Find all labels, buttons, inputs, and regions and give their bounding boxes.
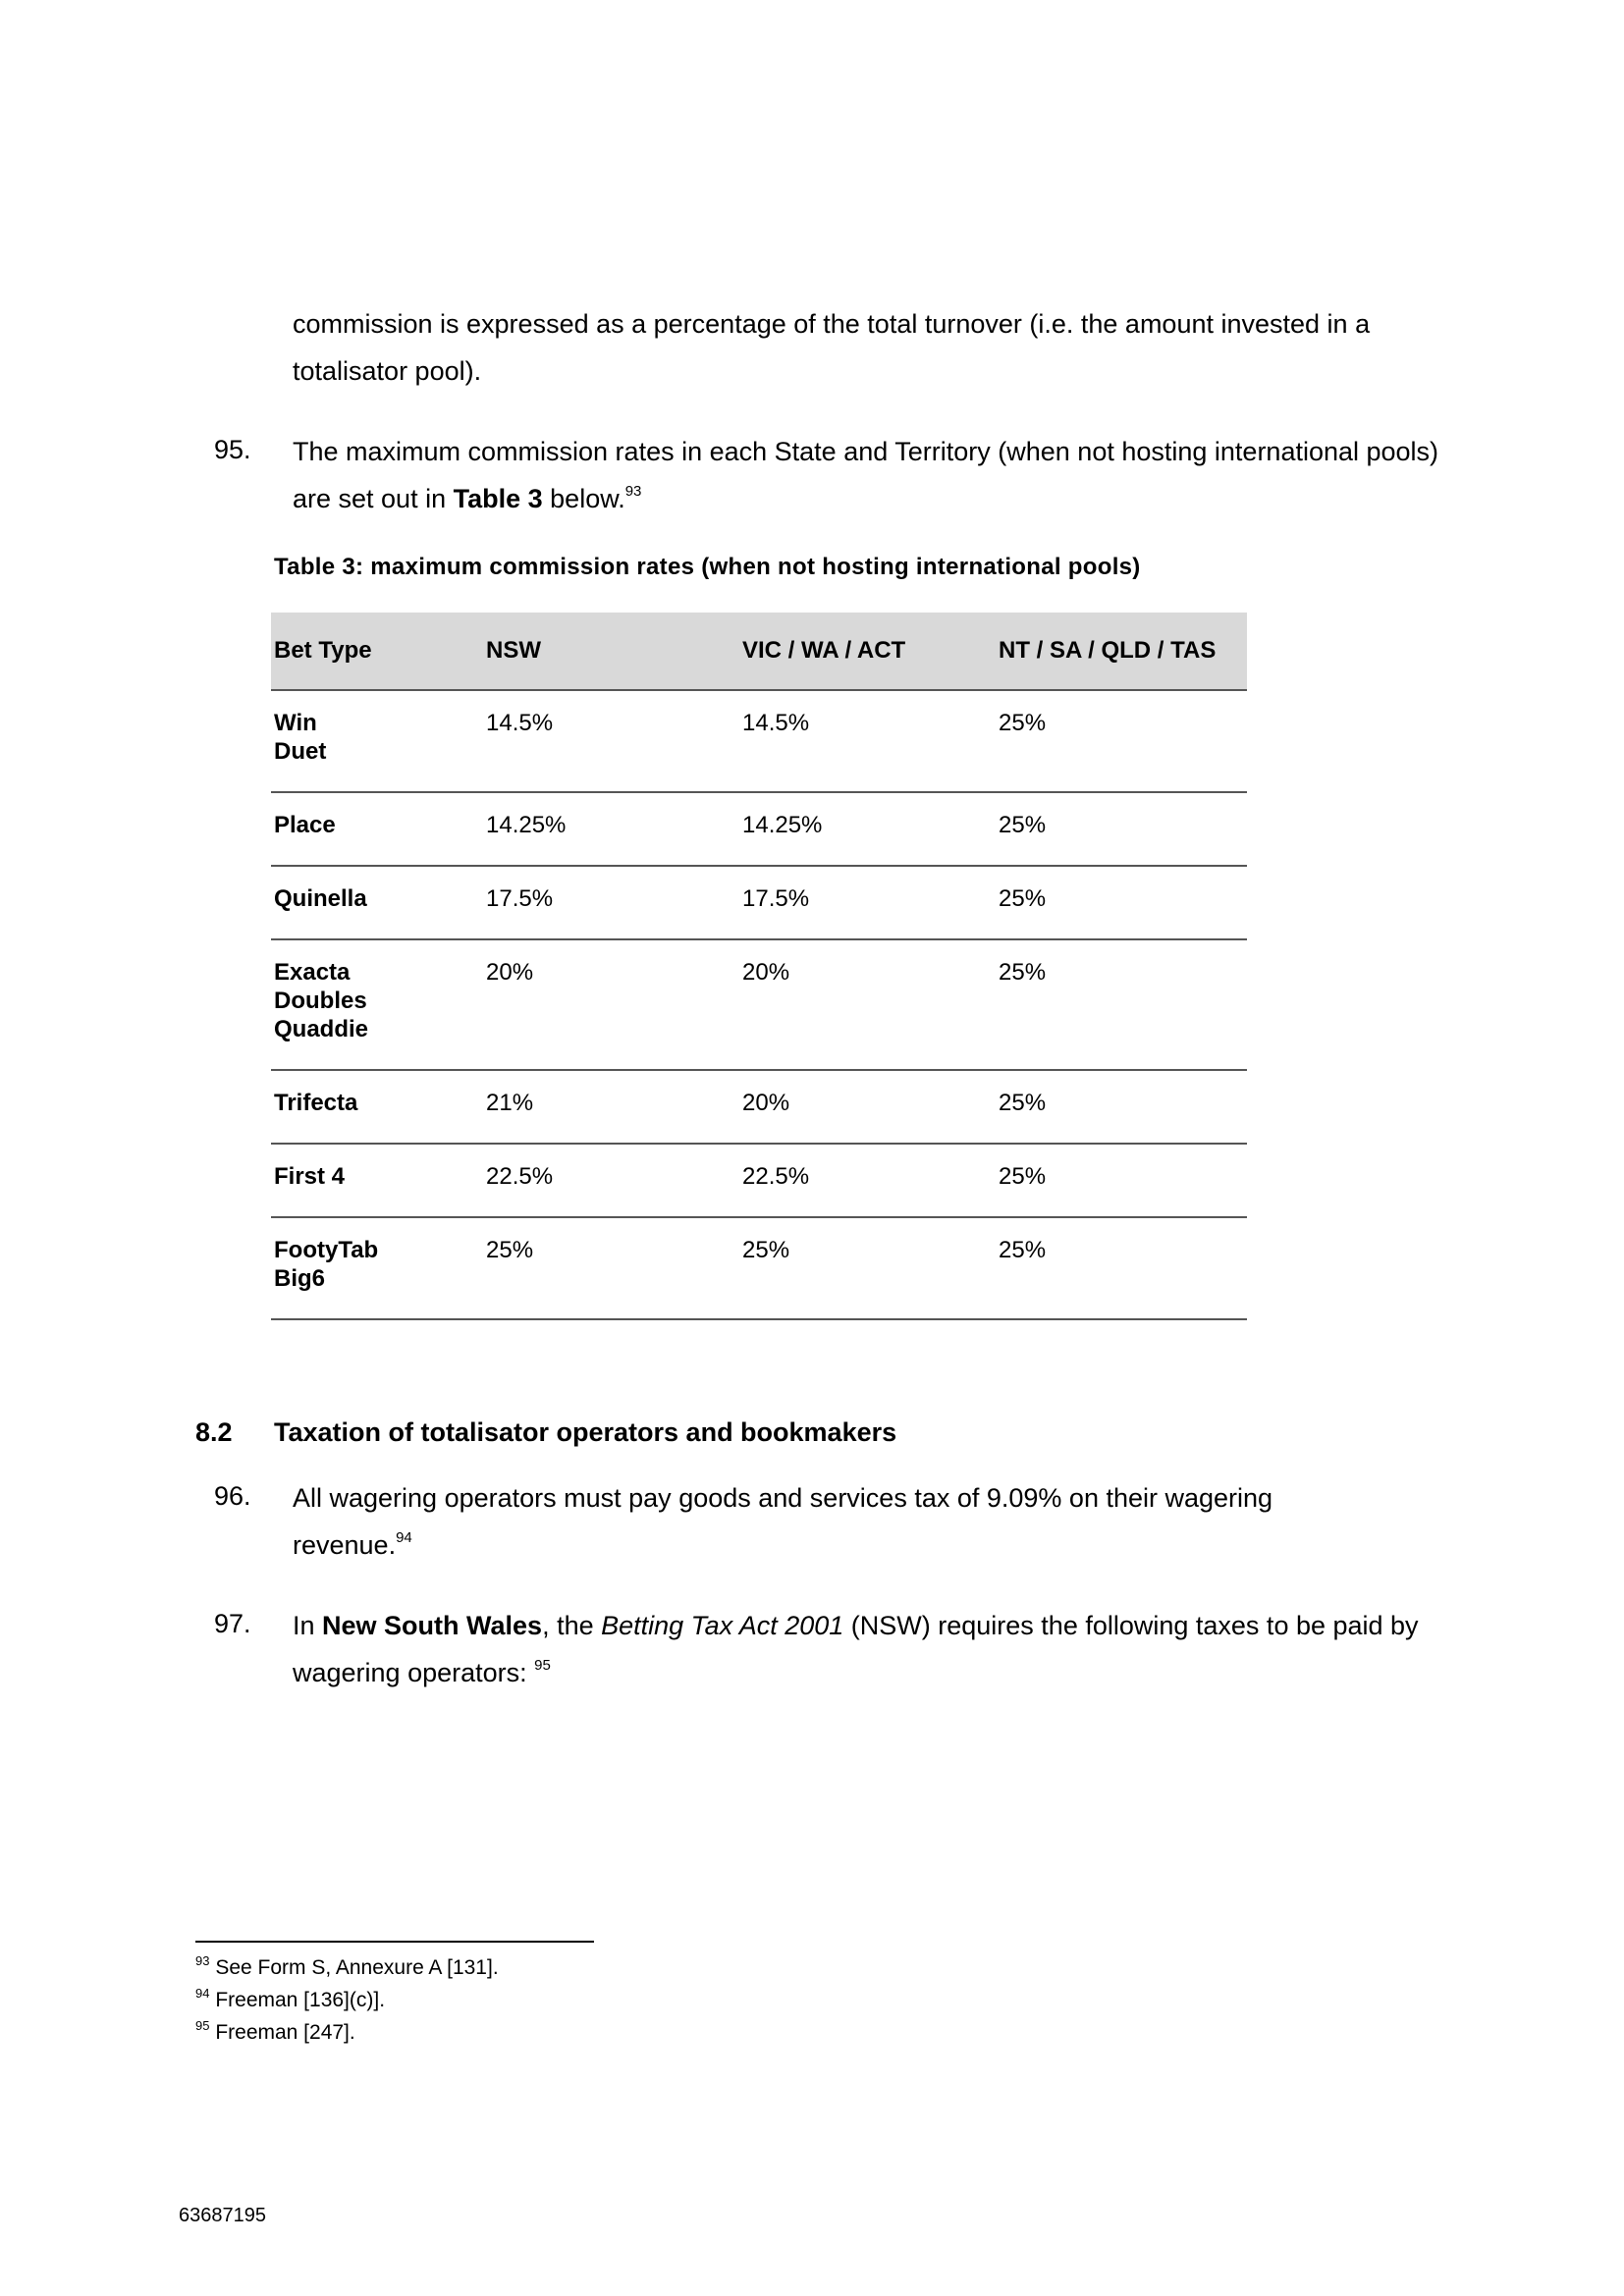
paragraph-97-text-3: (NSW) requires the following taxes to be paid by wagering operators:: [293, 1611, 1419, 1687]
paragraph-96-text: All wagering operators must pay goods and services tax of 9.09% on their wagering revenue.: [293, 1483, 1273, 1560]
section-number: 8.2: [195, 1417, 233, 1447]
table-row: [271, 690, 1247, 792]
table-row: [271, 939, 1247, 1070]
footnote-number: 93: [195, 1953, 210, 1968]
paragraph-96: [293, 1474, 1333, 1569]
bet-type-cell: FootyTab Big6: [271, 1217, 483, 1319]
vic-wa-act-rate-cell: 17.5%: [739, 866, 996, 939]
footnote-text: See Form S, Annexure A [131].: [215, 1956, 499, 1979]
continuation-paragraph: commission is expressed as a percentage of the total turnover (i.e. the amount invested in a totalisator pool).: [293, 309, 1371, 386]
vic-wa-act-rate-cell: 20%: [739, 1070, 996, 1144]
nt-sa-qld-tas-rate-cell: 25%: [996, 1217, 1247, 1319]
nsw-rate-cell: 14.5%: [483, 690, 739, 792]
vic-wa-act-rate-cell: 14.25%: [739, 792, 996, 866]
footnote-number: 95: [195, 2018, 210, 2033]
vic-wa-act-rate-cell: 22.5%: [739, 1144, 996, 1217]
header-nt-sa-qld-tas: NT / SA / QLD / TAS: [996, 613, 1247, 690]
bet-type-cell: Place: [271, 792, 483, 866]
bet-type-cell: Win Duet: [271, 690, 483, 792]
footnote-text: Freeman [136](c)].: [215, 1989, 386, 2011]
paragraph-95-text: The maximum commission rates in each State and Territory (when not hosting international pools) are set out in: [293, 437, 1439, 513]
section-title: Taxation of totalisator operators and bookmakers: [274, 1417, 897, 1447]
vic-wa-act-rate-cell: 20%: [739, 939, 996, 1070]
header-vic-wa-act: VIC / WA / ACT: [739, 613, 996, 690]
act-name: Betting Tax Act 2001: [601, 1611, 844, 1640]
bet-type-cell: Trifecta: [271, 1070, 483, 1144]
state-name: New South Wales: [322, 1611, 543, 1640]
nsw-rate-cell: 25%: [483, 1217, 739, 1319]
paragraph-97-text-1: In: [293, 1611, 323, 1640]
table-row: [271, 866, 1247, 939]
table-row: [271, 1217, 1247, 1319]
paragraph-number-96: 96.: [214, 1481, 251, 1511]
nsw-rate-cell: 17.5%: [483, 866, 739, 939]
table-row: [271, 1144, 1247, 1217]
footnote-number: 94: [195, 1986, 210, 2001]
nsw-rate-cell: 21%: [483, 1070, 739, 1144]
paragraph-95: [293, 428, 1441, 522]
nt-sa-qld-tas-rate-cell: 25%: [996, 1144, 1247, 1217]
bet-type-cell: Quinella: [271, 866, 483, 939]
nsw-rate-cell: 14.25%: [483, 792, 739, 866]
table-row: [271, 1070, 1247, 1144]
table-caption: Table 3: maximum commission rates (when not hosting international pools): [274, 554, 1141, 580]
nt-sa-qld-tas-rate-cell: 25%: [996, 792, 1247, 866]
paragraph-number-97: 97.: [214, 1609, 251, 1638]
paragraph-97: [293, 1602, 1451, 1696]
bet-type-cell: Exacta Doubles Quaddie: [271, 939, 483, 1070]
footnote-ref-95: 95: [534, 1657, 551, 1674]
nt-sa-qld-tas-rate-cell: 25%: [996, 939, 1247, 1070]
footnote-text: Freeman [247].: [215, 2021, 355, 2044]
footnote-95: [195, 2016, 355, 2049]
table-reference: Table 3: [453, 484, 543, 513]
paragraph-95-text-end: below.: [542, 484, 625, 513]
nt-sa-qld-tas-rate-cell: 25%: [996, 1070, 1247, 1144]
nsw-rate-cell: 22.5%: [483, 1144, 739, 1217]
header-bet-type: Bet Type: [271, 613, 483, 690]
vic-wa-act-rate-cell: 14.5%: [739, 690, 996, 792]
table-row: [271, 792, 1247, 866]
header-nsw: NSW: [483, 613, 739, 690]
paragraph-number-95: 95.: [214, 435, 251, 464]
footnote-ref-93: 93: [624, 483, 642, 500]
commission-rates-table: [271, 613, 1247, 1320]
nsw-rate-cell: 20%: [483, 939, 739, 1070]
vic-wa-act-rate-cell: 25%: [739, 1217, 996, 1319]
footnote-ref-94: 94: [396, 1529, 412, 1546]
footnote-94: [195, 1984, 385, 2016]
table-header-row: [271, 613, 1247, 690]
nt-sa-qld-tas-rate-cell: 25%: [996, 866, 1247, 939]
footnote-93: [195, 1951, 499, 1984]
footnote-divider: [195, 1941, 594, 1943]
bet-type-cell: First 4: [271, 1144, 483, 1217]
paragraph-97-text-2: , the: [542, 1611, 602, 1640]
document-id: 63687195: [179, 2205, 266, 2226]
nt-sa-qld-tas-rate-cell: 25%: [996, 690, 1247, 792]
